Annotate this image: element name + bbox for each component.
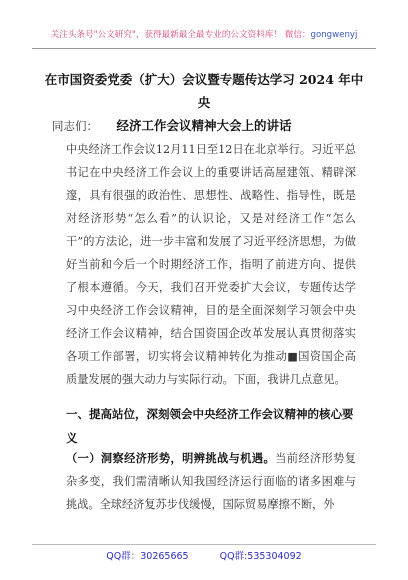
footer-divider (32, 544, 376, 545)
title-line-1: 在市国资委党委（扩大）会议暨专题传达学习 2024 年中央 (44, 72, 364, 110)
wechat-label: 微信： (284, 30, 311, 40)
title-line-2: 经济工作会议精神大会上的讲话 (116, 118, 292, 133)
subsection-lead: （一）洞察经济形势，明辨挑战与机遇。 (66, 451, 276, 465)
paragraph-intro: 中央经济工作会议12月11日至12日在北京举行。习近平总书记在中央经济工作会议上的重要讲话高屋建瓴、精辟深邃，具有很强的政治性、思想性、战略性、指导性，既是对经济形势“怎么看”的认识论，又是对经济工作“怎么干”的方法论，进一步丰富和发展了习近平经济思想，为做好当前和今后一个时期经济工作，指明了前进方向、提供了根本遵循。今天，我们召开党委扩大会议，专题传达学习中央经济工作会议精神，目的是全面深刻学习领会中央经济工作会议精神，结合国资国企改革发展认真贯彻落实各项工作部署，切实将会议精神转化为推动■国资国企高质量发展的强大动力与实际行动。下面，我讲几点意见。 (66, 143, 356, 386)
promo-text: 关注头条号"公文研究"，获得最新最全最专业的公文资料库！ (50, 30, 282, 40)
section-heading-1: 一、提高站位，深刻领会中央经济工作会议精神的核心要义 (66, 407, 354, 445)
footer (0, 548, 408, 562)
wechat-id: gongwenyj (310, 30, 358, 40)
paragraph-section-1 (66, 447, 356, 516)
header-divider (32, 48, 376, 49)
qq-group-1: QQ群：30265665 (106, 551, 189, 562)
qq-group-2: QQ群:535304092 (219, 551, 302, 562)
promo-banner (0, 28, 408, 40)
salutation: 同志们： (52, 119, 98, 133)
subsection-text: 当前经济形势复杂多变，我们需清晰认知我国经济运行面临的诸多困难与挑战。全球经济复苏步伐缓慢，国际贸易摩擦不断，外 (66, 452, 356, 511)
